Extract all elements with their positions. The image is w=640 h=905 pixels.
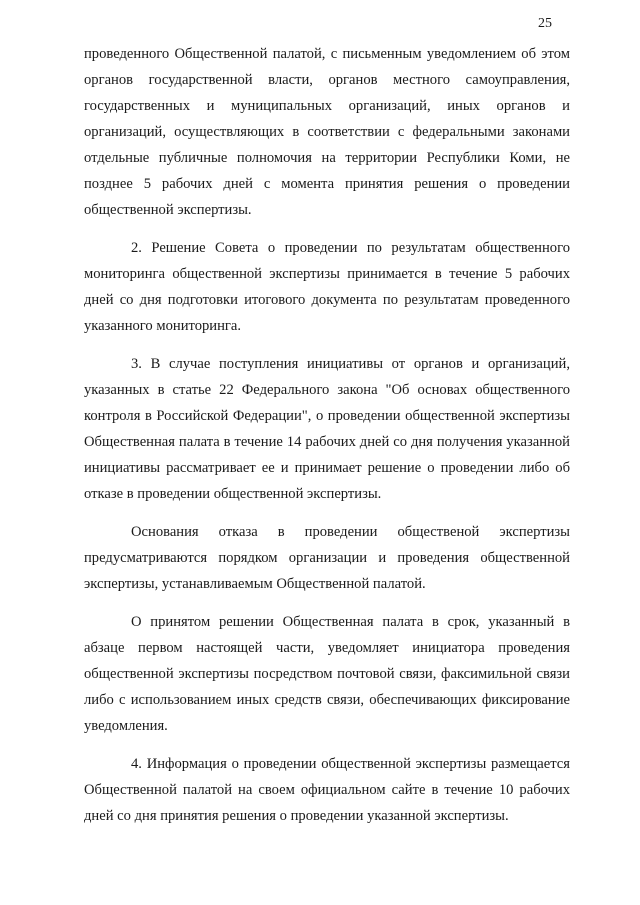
paragraph-item-3: 3. В случае поступления инициативы от органов и организаций, указанных в статье 22 Федерального закона "Об основах общественного контроля в Российской Федерации", о проведении общественной экспертизы Общественная палата в течение 14 рабочих дней со дня получения указанной инициативы рассматривает ее и принимает решение о проведении либо об отказе в проведении общественной экспертизы. bbox=[84, 356, 570, 502]
page-number: 25 bbox=[538, 16, 552, 31]
paragraph-item-2: 2. Решение Совета о проведении по результатам общественного мониторинга общественной экспертизы принимается в течение 5 рабочих дней со дня подготовки итогового документа по результатам проведенного указанного мониторинга. bbox=[84, 240, 570, 334]
paragraph-continuation: проведенного Общественной палатой, с письменным уведомлением об этом органов государственной власти, органов местного самоуправления, государственных и муниципальных организаций, иных органов и организаций, осуществляющих в соответствии с федеральными законами отдельные публичные полномочия на территории Республики Коми, не позднее 5 рабочих дней с момента принятия решения о проведении общественной экспертизы. bbox=[84, 46, 570, 218]
paragraph-item-4: 4. Информация о проведении общественной экспертизы размещается Общественной палатой на своем официальном сайте в течение 10 рабочих дней со дня принятия решения о проведении указанной экспертизы. bbox=[84, 756, 570, 824]
paragraph-notification: О принятом решении Общественная палата в срок, указанный в абзаце первом настоящей части, уведомляет инициатора проведения общественной экспертизы посредством почтовой связи, факсимильной связи либо с использованием иных средств связи, обеспечивающих фиксирование уведомления. bbox=[84, 614, 570, 734]
paragraph-refusal-grounds: Основания отказа в проведении общественой экспертизы предусматриваются порядком организации и проведения общественной экспертизы, устанавливаемым Общественной палатой. bbox=[84, 524, 570, 592]
document-body bbox=[84, 41, 570, 841]
